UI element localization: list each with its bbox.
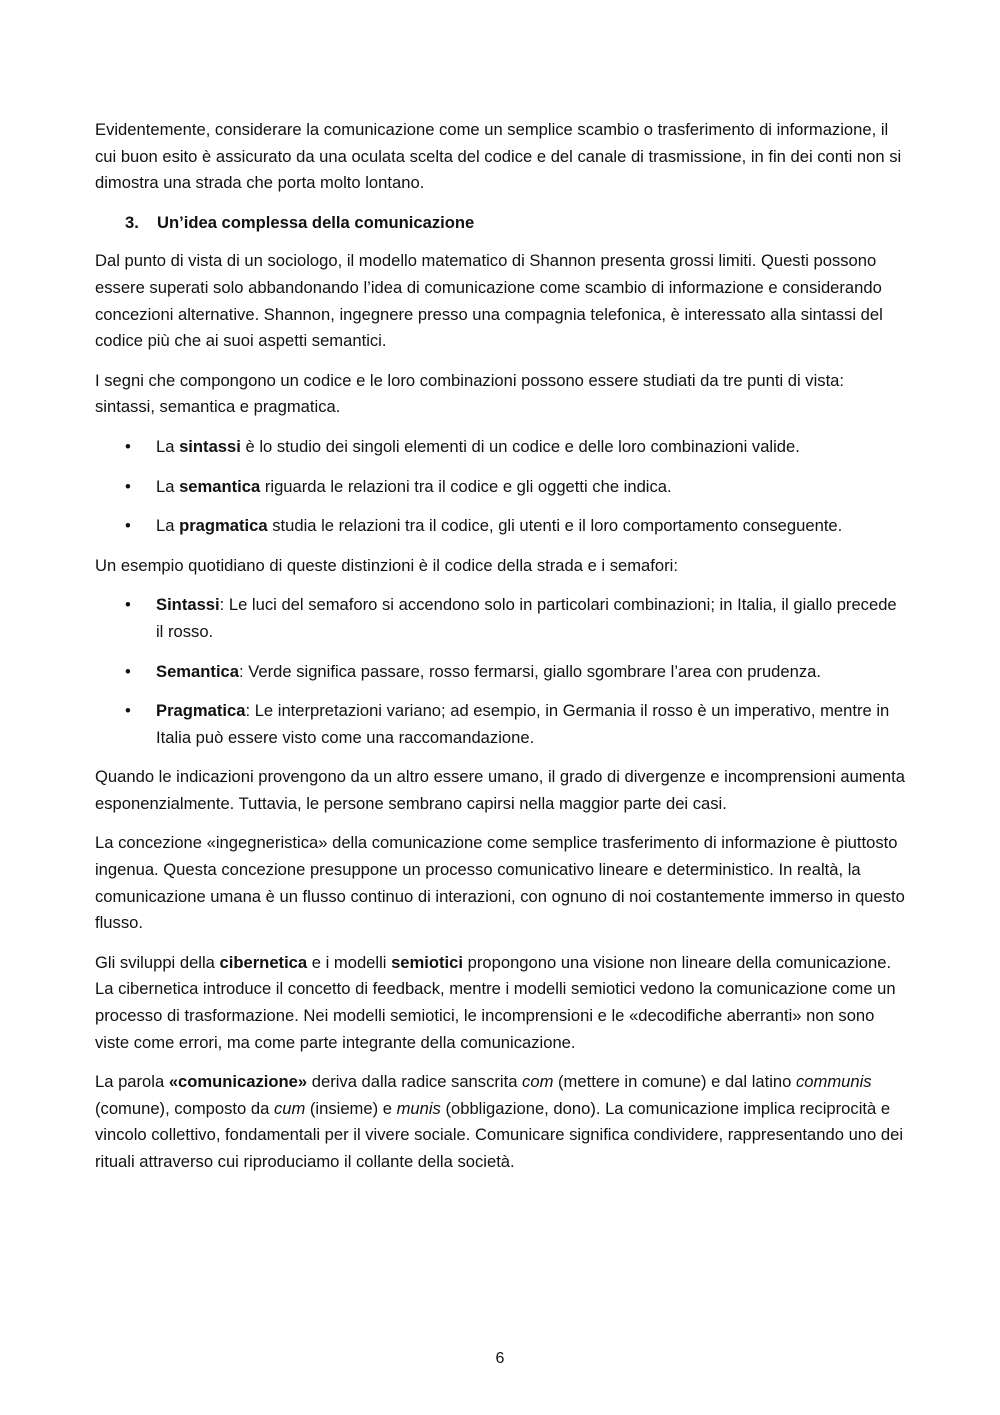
paragraph-intro: Evidentemente, considerare la comunicazione come un semplice scambio o trasferimento di informazione, il cui buon esito è assicurato da una oculata scelta del codice e del canale di trasmissione, in fin dei conti non si dimostra una strada che porta molto lontano. xyxy=(95,120,902,193)
list-syntax-semantics-pragmatics xyxy=(95,434,907,540)
term-bold: sintassi xyxy=(179,436,241,456)
paragraph-parola: La parola «comunicazione» deriva dalla radice sanscrita com (mettere in comune) e dal latino communis (comune), composto da cum (insieme) e munis (obbligazione, dono). La comunicazione implica reciprocità e vincolo collettivo, fondamentali per il vivere sociale. Comunicare significa condividere, rappresentando uno dei rituali attraverso cui riproduciamo il collante della società. xyxy=(95,1072,904,1171)
bullet-icon: • xyxy=(125,436,131,456)
bullet-icon: • xyxy=(125,595,131,615)
bullet-icon: • xyxy=(125,701,131,721)
term-bold: cibernetica xyxy=(219,952,308,972)
paragraph-esempio: Un esempio quotidiano di queste distinzioni è il codice della strada e i semafori: xyxy=(95,555,678,575)
term-bold: semiotici xyxy=(391,952,464,972)
bullet-icon: • xyxy=(125,476,131,496)
term-bold: pragmatica xyxy=(179,516,268,536)
list-item: • Pragmatica: Le interpretazioni variano; ad esempio, in Germania il rosso è un imperativo, mentre in Italia può essere visto come una raccomandazione. xyxy=(95,698,907,751)
paragraph-umano: Quando le indicazioni provengono da un altro essere umano, il grado di divergenze e incomprensioni aumenta esponenzialmente. Tuttavia, le persone sembrano capirsi nella maggior parte dei casi. xyxy=(95,767,905,813)
bullet-icon: • xyxy=(125,661,131,681)
term-italic: com xyxy=(522,1072,554,1092)
paragraph-shannon: Dal punto di vista di un sociologo, il modello matematico di Shannon presenta grossi limiti. Questi possono essere superati solo abbandonando l’idea di comunicazione come scambio di informazione e considerando concezioni alternative. Shannon, ingegnere presso una compagnia telefonica, è interessato alla sintassi del codice più che ai suoi aspetti semantici. xyxy=(95,251,883,351)
term-bold: Pragmatica xyxy=(156,701,246,721)
term-italic: munis xyxy=(396,1098,441,1118)
list-item: • La pragmatica studia le relazioni tra il codice, gli utenti e il loro comportamento conseguente. xyxy=(95,513,907,540)
term-bold: «comunicazione» xyxy=(168,1072,308,1092)
section-title: Un’idea complessa della comunicazione xyxy=(157,212,475,232)
term-bold: semantica xyxy=(179,476,261,496)
page-number: 6 xyxy=(495,1350,505,1367)
paragraph-sviluppi: Gli sviluppi della cibernetica e i modelli semiotici propongono una visione non lineare della comunicazione. La cibernetica introduce il concetto di feedback, mentre i modelli semiotici vedono la comunicazione come un processo di trasformazione. Nei modelli semiotici, le incomprensioni e le «decodifiche aberranti» non sono viste come errori, ma come parte integrante della comunicazione. xyxy=(95,952,896,1052)
paragraph-segni: I segni che compongono un codice e le loro combinazioni possono essere studiati da tre punti di vista: sintassi, semantica e pragmatica. xyxy=(95,370,845,417)
paragraph-concezione: La concezione «ingegneristica» della comunicazione come semplice trasferimento di informazione è piuttosto ingenua. Questa concezione presuppone un processo comunicativo lineare e deterministico. In realtà, la comunicazione umana è un flusso continuo di interazioni, con ognuno di noi costantemente immerso in questo flusso. xyxy=(95,833,905,933)
list-item: • La sintassi è lo studio dei singoli elementi di un codice e delle loro combinazioni valide. xyxy=(95,434,907,461)
list-item: • Semantica: Verde significa passare, rosso fermarsi, giallo sgombrare l’area con prudenza. xyxy=(95,659,907,686)
term-italic: communis xyxy=(795,1072,872,1092)
term-bold: Semantica xyxy=(156,661,240,681)
list-item: • La semantica riguarda le relazioni tra il codice e gli oggetti che indica. xyxy=(95,474,907,501)
bullet-icon: • xyxy=(125,516,131,536)
list-item: • Sintassi: Le luci del semaforo si accendono solo in particolari combinazioni; in Italia, il giallo precede il rosso. xyxy=(95,592,907,645)
section-heading xyxy=(95,210,907,237)
section-number: 3. xyxy=(125,212,139,232)
term-bold: Sintassi xyxy=(156,595,220,615)
page-content xyxy=(95,117,907,1189)
term-italic: cum xyxy=(273,1098,306,1118)
list-semaforo xyxy=(95,592,907,751)
